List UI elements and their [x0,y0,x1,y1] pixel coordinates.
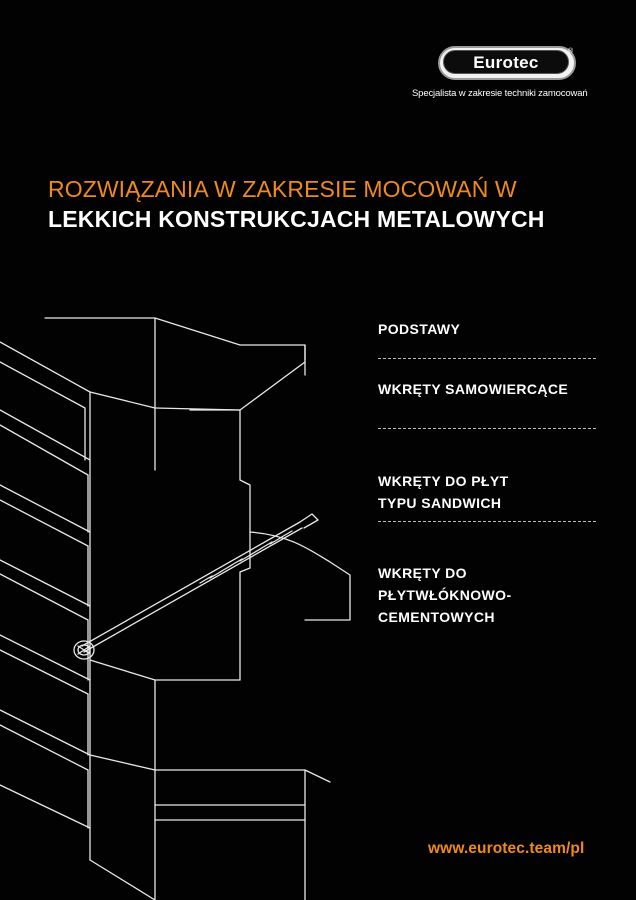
menu-item-label: WKRĘTY SAMOWIERCĄCE [378,381,569,397]
brand-tagline: Specjalista w zakresie techniki zamocowań [412,88,588,99]
menu-item-label: PODSTAWY [378,321,461,337]
menu-item-label: WKRĘTY DO PŁYT TYPU SANDWICH [378,473,509,511]
menu-item-self-drilling-screws[interactable] [378,378,598,400]
screw-facade-drawing-icon [0,300,370,900]
menu-item-fibre-cement-screws[interactable] [378,540,598,628]
menu-item-podstawy[interactable] [378,318,598,340]
page-title-line1: ROZWIĄZANIA W ZAKRESIE MOCOWAŃ W [48,176,517,202]
logo-inner-pill [443,50,569,74]
menu-item-sandwich-panel-screws[interactable] [378,448,598,514]
menu-divider [378,358,596,359]
website-link[interactable]: www.eurotec.team/pl [428,840,585,857]
registered-mark: ® [568,48,574,55]
menu-divider [378,428,596,429]
menu-item-label: WKRĘTY DO PŁYTWŁÓKNOWO- CEMENTOWYCH [378,565,512,625]
eurotec-logo [438,46,578,84]
logo-text: Eurotec [473,53,539,72]
page-title-line2: LEKKICH KONSTRUKCJACH METALOWYCH [48,206,545,232]
menu-divider [378,521,596,522]
